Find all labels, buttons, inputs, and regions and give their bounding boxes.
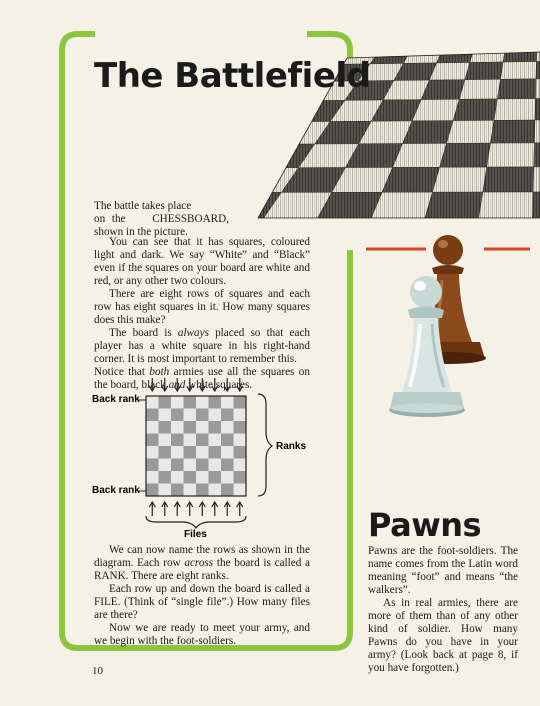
board-square [221, 471, 234, 484]
board-square [234, 446, 247, 459]
board-square [159, 471, 172, 484]
intro-line-1: The battle takes place [94, 200, 192, 212]
board-square [171, 446, 184, 459]
wood-square [459, 79, 500, 99]
board-square [221, 459, 234, 472]
board-square [159, 421, 172, 434]
main-text-upper [94, 236, 310, 392]
board-square [184, 409, 197, 422]
file-arrow-down [162, 378, 168, 391]
board-square [209, 396, 222, 409]
file-arrow-up [199, 502, 205, 516]
paragraph-rank: We can now name the rows as shown in the diagram. Each row across the board is called a RANK. There are eight ranks. [94, 544, 310, 582]
wood-square [487, 143, 535, 167]
file-arrow-up [174, 502, 180, 516]
paragraph-ready: Now we are ready to meet your army, and we begin with the foot-soldiers. [94, 622, 310, 647]
paragraph-file: Each row up and down the board is called a FILE. (Think of “single file”.) How many files are there? [94, 583, 310, 621]
pawns-paragraph-2: As in real armies, there are more of them than of any other kind of soldier. How many Pawns do you have in your army? (Look back at page 8, if you have forgotten.) [368, 597, 518, 674]
wood-square [536, 61, 540, 79]
wood-square [503, 49, 537, 62]
wood-square [432, 167, 486, 192]
board-square [209, 409, 222, 422]
board-square [221, 434, 234, 447]
file-arrow-down [224, 378, 230, 391]
board-square [171, 409, 184, 422]
ranks-brace [258, 394, 272, 496]
files-label: Files [184, 529, 207, 540]
wood-square [497, 79, 536, 99]
wood-square [440, 143, 491, 167]
file-arrow-down [149, 378, 155, 391]
paragraph-always: The board is always placed so that each player has a white square in his right-hand corner. It is most important to remember this. [94, 327, 311, 365]
board-square [184, 396, 197, 409]
wood-square [371, 192, 432, 218]
board-square [234, 421, 247, 434]
board-square [184, 446, 197, 459]
intro-text [94, 200, 229, 239]
wood-square [500, 62, 536, 80]
board-square [196, 484, 209, 497]
file-arrow-down [199, 378, 205, 391]
board-square [146, 459, 159, 472]
pawns-heading: Pawns [368, 506, 482, 544]
files-brace [146, 516, 246, 528]
wood-square [490, 120, 534, 143]
file-arrows-bottom [149, 502, 243, 516]
board-square [184, 471, 197, 484]
page-title: The Battlefield [94, 56, 371, 96]
term-chessboard: CHESSBOARD, [152, 213, 229, 225]
board-square [196, 446, 209, 459]
board-square [209, 421, 222, 434]
board-square [146, 446, 159, 459]
board-square [159, 409, 172, 422]
board-square [171, 471, 184, 484]
file-arrows-top [149, 378, 243, 391]
paragraph-rows: There are eight rows of squares and each row has eight squares in it. How many squares does this make? [94, 288, 310, 326]
board-square [146, 409, 159, 422]
board-square [146, 471, 159, 484]
board-square [234, 471, 247, 484]
pawns-paragraph-1: Pawns are the foot-soldiers. The name comes from the Latin word meaning “foot” and means “the walkers”. [368, 545, 518, 596]
board-square [146, 434, 159, 447]
intro-line-2 [94, 213, 229, 226]
wood-square [535, 98, 540, 120]
wood-square [447, 120, 494, 143]
board-square [184, 459, 197, 472]
board-square [159, 484, 172, 497]
mini-chessboard [138, 396, 246, 496]
wood-square [534, 120, 540, 143]
wood-square [470, 50, 505, 63]
board-square [234, 396, 247, 409]
wood-square [403, 51, 442, 64]
board-square [146, 396, 159, 409]
board-square [221, 484, 234, 497]
board-square [171, 396, 184, 409]
board-square [234, 484, 247, 497]
wood-square [479, 192, 533, 218]
page-number: 10 [92, 665, 103, 677]
board-square [171, 459, 184, 472]
wood-square [437, 50, 474, 63]
board-square [234, 434, 247, 447]
board-square [171, 434, 184, 447]
board-square [159, 396, 172, 409]
board-square [171, 421, 184, 434]
wood-square [536, 78, 540, 98]
wood-square [465, 62, 503, 80]
board-square [221, 421, 234, 434]
file-arrow-up [224, 502, 230, 516]
wood-square [536, 49, 540, 62]
board-square [209, 484, 222, 497]
board-square [209, 471, 222, 484]
file-arrow-up [187, 502, 193, 516]
board-square [196, 471, 209, 484]
wood-square [483, 167, 534, 192]
paragraph-squares: You can see that it has squares, coloured light and dark. We say “White” and “Black” even if the squares on your board are white and red, or any other two colours. [94, 236, 310, 287]
file-arrow-up [237, 502, 243, 516]
board-square [196, 396, 209, 409]
file-arrow-up [149, 502, 155, 516]
file-arrow-up [212, 502, 218, 516]
board-square [221, 409, 234, 422]
board-square [146, 484, 159, 497]
wood-square [533, 192, 540, 218]
wood-square [533, 167, 540, 192]
board-square [184, 434, 197, 447]
intro-on-the: on the [94, 213, 126, 225]
file-arrow-down [212, 378, 218, 391]
wood-square [494, 99, 535, 121]
file-arrow-down [187, 378, 193, 391]
intro-line-3: shown in the picture. [94, 226, 188, 238]
ranks-files-diagram [86, 374, 316, 544]
board-square [146, 421, 159, 434]
board-square [159, 446, 172, 459]
main-text-lower [94, 544, 310, 648]
file-arrow-down [174, 378, 180, 391]
board-square [196, 421, 209, 434]
board-square [209, 434, 222, 447]
file-arrow-up [162, 502, 168, 516]
ranks-label: Ranks [276, 441, 307, 452]
board-square [221, 396, 234, 409]
board-square [221, 446, 234, 459]
back-rank-top-label: Back rank [92, 394, 140, 405]
board-square [196, 434, 209, 447]
board-square [234, 459, 247, 472]
file-arrow-down [237, 378, 243, 391]
board-square [196, 409, 209, 422]
board-square [171, 484, 184, 497]
pawns-text [368, 545, 518, 675]
board-square [196, 459, 209, 472]
back-rank-bottom-label: Back rank [92, 485, 140, 496]
wood-square [534, 143, 540, 167]
board-square [184, 421, 197, 434]
board-square [209, 446, 222, 459]
pawns-illustration [380, 232, 510, 432]
board-square [159, 459, 172, 472]
wood-square [453, 99, 497, 121]
board-square [159, 434, 172, 447]
paragraph-both: Notice that both armies use all the squares on the board, black and white squares. [94, 366, 310, 391]
board-square [209, 459, 222, 472]
board-square [234, 409, 247, 422]
wood-square [425, 192, 483, 218]
board-square [184, 484, 197, 497]
